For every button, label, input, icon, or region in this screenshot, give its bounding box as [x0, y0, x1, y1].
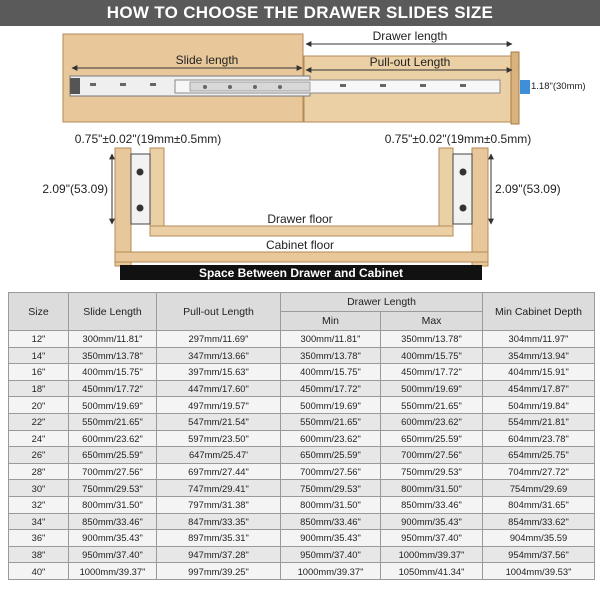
- cell-min-cabinet-depth: 804mm/31.65": [483, 496, 595, 513]
- offset-label: 1.18"(30mm): [531, 81, 586, 92]
- cell-slide-length: 450mm/17.72": [69, 380, 157, 397]
- header-slide-length: Slide Length: [69, 293, 157, 331]
- cell-drawer-min: 750mm/29.53": [281, 480, 381, 497]
- cell-drawer-min: 900mm/35.43": [281, 530, 381, 547]
- header-size: Size: [9, 293, 69, 331]
- drawer-floor: [150, 226, 453, 236]
- cell-drawer-max: 900mm/35.43": [381, 513, 483, 530]
- cell-drawer-min: 800mm/31.50": [281, 496, 381, 513]
- table-row: [9, 463, 595, 480]
- cell-size: 34": [9, 513, 69, 530]
- cell-pull-out-length: 547mm/21.54": [157, 413, 281, 430]
- cell-drawer-min: 350mm/13.78": [281, 347, 381, 364]
- table-row: [9, 347, 595, 364]
- cell-drawer-max: 600mm/23.62": [381, 413, 483, 430]
- cell-min-cabinet-depth: 304mm/11.97": [483, 331, 595, 348]
- table-row: [9, 563, 595, 580]
- cell-drawer-max: 1000mm/39.37": [381, 546, 483, 563]
- cell-slide-length: 350mm/13.78": [69, 347, 157, 364]
- slide-length-label: Slide length: [175, 53, 239, 67]
- cell-min-cabinet-depth: 954mm/37.56": [483, 546, 595, 563]
- cell-pull-out-length: 847mm/33.35": [157, 513, 281, 530]
- cell-min-cabinet-depth: 604mm/23.78": [483, 430, 595, 447]
- cell-drawer-max: 750mm/29.53": [381, 463, 483, 480]
- cell-drawer-max: 650mm/25.59": [381, 430, 483, 447]
- slide-rear-bracket: [70, 78, 80, 94]
- table-row: [9, 430, 595, 447]
- cross-section-diagram: [0, 126, 600, 286]
- cell-drawer-min: 650mm/25.59": [281, 447, 381, 464]
- header-drawer-length: Drawer Length: [281, 293, 483, 312]
- cell-drawer-min: 700mm/27.56": [281, 463, 381, 480]
- cell-slide-length: 650mm/25.59": [69, 447, 157, 464]
- cabinet-floor-label: Cabinet floor: [265, 238, 335, 252]
- drawer-length-label: Drawer length: [372, 29, 448, 43]
- cell-size: 14": [9, 347, 69, 364]
- cell-size: 22": [9, 413, 69, 430]
- table-row: [9, 397, 595, 414]
- cell-size: 32": [9, 496, 69, 513]
- cell-size: 38": [9, 546, 69, 563]
- table-row: [9, 496, 595, 513]
- cell-drawer-max: 950mm/37.40": [381, 530, 483, 547]
- drawer-right-side: [439, 148, 453, 234]
- cell-min-cabinet-depth: 554mm/21.81": [483, 413, 595, 430]
- table-row: [9, 413, 595, 430]
- cell-size: 16": [9, 364, 69, 381]
- cell-pull-out-length: 447mm/17.60": [157, 380, 281, 397]
- cell-size: 40": [9, 563, 69, 580]
- cell-drawer-min: 950mm/37.40": [281, 546, 381, 563]
- cell-size: 20": [9, 397, 69, 414]
- cell-drawer-min: 300mm/11.81": [281, 331, 381, 348]
- table-row: [9, 480, 595, 497]
- cell-drawer-min: 500mm/19.69": [281, 397, 381, 414]
- drawer-floor-label: Drawer floor: [267, 212, 333, 226]
- cabinet-left-wall: [115, 148, 131, 266]
- cell-min-cabinet-depth: 754mm/29.69: [483, 480, 595, 497]
- cell-slide-length: 850mm/33.46": [69, 513, 157, 530]
- cell-drawer-min: 450mm/17.72": [281, 380, 381, 397]
- drawer-left-side: [150, 148, 164, 234]
- table-row: [9, 331, 595, 348]
- cell-min-cabinet-depth: 854mm/33.62": [483, 513, 595, 530]
- left-slide-profile: [131, 154, 150, 224]
- left-height-label: 2.09"(53.09): [42, 182, 108, 196]
- cell-pull-out-length: 597mm/23.50": [157, 430, 281, 447]
- cell-min-cabinet-depth: 454mm/17.87": [483, 380, 595, 397]
- table-row: [9, 364, 595, 381]
- cell-size: 26": [9, 447, 69, 464]
- cell-pull-out-length: 647mm/25.47': [157, 447, 281, 464]
- drawer-front: [511, 52, 519, 124]
- cell-slide-length: 800mm/31.50": [69, 496, 157, 513]
- cell-slide-length: 600mm/23.62": [69, 430, 157, 447]
- cell-drawer-max: 400mm/15.75": [381, 347, 483, 364]
- cell-min-cabinet-depth: 504mm/19.84": [483, 397, 595, 414]
- table-row: [9, 546, 595, 563]
- cell-pull-out-length: 297mm/11.69": [157, 331, 281, 348]
- cell-drawer-min: 600mm/23.62": [281, 430, 381, 447]
- cell-pull-out-length: 797mm/31.38": [157, 496, 281, 513]
- right-slide-profile: [453, 154, 472, 224]
- cell-drawer-min: 400mm/15.75": [281, 364, 381, 381]
- right-height-label: 2.09"(53.09): [495, 182, 561, 196]
- cell-min-cabinet-depth: 404mm/15.91": [483, 364, 595, 381]
- cell-slide-length: 950mm/37.40": [69, 546, 157, 563]
- cell-pull-out-length: 747mm/29.41": [157, 480, 281, 497]
- cabinet-right-wall: [472, 148, 488, 266]
- header-drawer-max: Max: [381, 312, 483, 331]
- pull-out-length-label: Pull-out Length: [369, 55, 451, 69]
- cell-pull-out-length: 947mm/37.28": [157, 546, 281, 563]
- cell-pull-out-length: 697mm/27.44": [157, 463, 281, 480]
- cell-slide-length: 900mm/35.43": [69, 530, 157, 547]
- cell-pull-out-length: 497mm/19.57": [157, 397, 281, 414]
- cell-drawer-max: 350mm/13.78": [381, 331, 483, 348]
- header-drawer-min: Min: [281, 312, 381, 331]
- cell-slide-length: 400mm/15.75": [69, 364, 157, 381]
- table-row: [9, 530, 595, 547]
- cell-pull-out-length: 347mm/13.66": [157, 347, 281, 364]
- table-row: [9, 513, 595, 530]
- cell-size: 18": [9, 380, 69, 397]
- cell-min-cabinet-depth: 904mm/35.59: [483, 530, 595, 547]
- table-row: [9, 447, 595, 464]
- drawer-side-view-diagram: [0, 26, 600, 126]
- cell-slide-length: 300mm/11.81": [69, 331, 157, 348]
- space-label: Space Between Drawer and Cabinet: [198, 266, 404, 280]
- cell-size: 36": [9, 530, 69, 547]
- table-row: [9, 380, 595, 397]
- cell-slide-length: 750mm/29.53": [69, 480, 157, 497]
- cell-min-cabinet-depth: 654mm/25.75": [483, 447, 595, 464]
- cell-size: 12": [9, 331, 69, 348]
- cell-drawer-max: 500mm/19.69": [381, 380, 483, 397]
- page-title: HOW TO CHOOSE THE DRAWER SLIDES SIZE: [0, 0, 600, 26]
- cell-slide-length: 700mm/27.56": [69, 463, 157, 480]
- cell-min-cabinet-depth: 354mm/13.94": [483, 347, 595, 364]
- header-pull-out-length: Pull-out Length: [157, 293, 281, 331]
- cell-drawer-min: 850mm/33.46": [281, 513, 381, 530]
- cell-drawer-max: 550mm/21.65": [381, 397, 483, 414]
- cell-slide-length: 500mm/19.69": [69, 397, 157, 414]
- cell-min-cabinet-depth: 704mm/27.72": [483, 463, 595, 480]
- cell-drawer-max: 850mm/33.46": [381, 496, 483, 513]
- slide-ball-bearing-cage: [190, 82, 310, 91]
- cell-size: 24": [9, 430, 69, 447]
- left-gap-label: 0.75"±0.02"(19mm±0.5mm): [74, 132, 222, 146]
- right-gap-label: 0.75"±0.02"(19mm±0.5mm): [384, 132, 532, 146]
- cell-slide-length: 1000mm/39.37": [69, 563, 157, 580]
- cell-pull-out-length: 397mm/15.63": [157, 364, 281, 381]
- cell-size: 30": [9, 480, 69, 497]
- header-min-cabinet-depth: Min Cabinet Depth: [483, 293, 595, 331]
- cell-drawer-max: 1050mm/41.34": [381, 563, 483, 580]
- cell-drawer-max: 700mm/27.56": [381, 447, 483, 464]
- cell-slide-length: 550mm/21.65": [69, 413, 157, 430]
- cell-pull-out-length: 997mm/39.25": [157, 563, 281, 580]
- slide-front-clip: [520, 80, 530, 94]
- drawer-slides-size-table: [8, 292, 595, 580]
- cell-drawer-min: 1000mm/39.37": [281, 563, 381, 580]
- cabinet-floor: [115, 252, 488, 262]
- cell-pull-out-length: 897mm/35.31": [157, 530, 281, 547]
- cell-size: 28": [9, 463, 69, 480]
- cell-min-cabinet-depth: 1004mm/39.53": [483, 563, 595, 580]
- cell-drawer-max: 450mm/17.72": [381, 364, 483, 381]
- cell-drawer-max: 800mm/31.50": [381, 480, 483, 497]
- cell-drawer-min: 550mm/21.65": [281, 413, 381, 430]
